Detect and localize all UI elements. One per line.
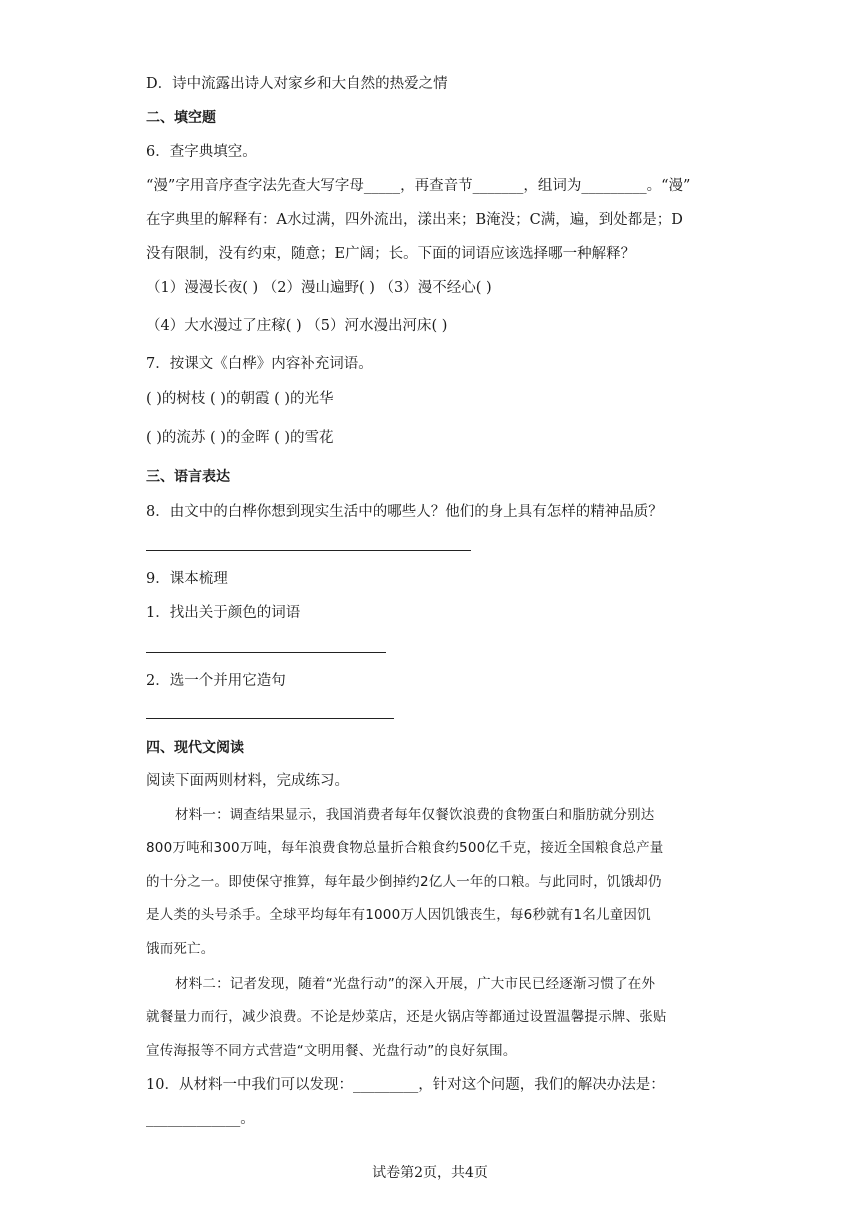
material1-line-5: 饿而死亡。 bbox=[146, 941, 215, 957]
reading-instruction: 阅读下面两则材料，完成练习。 bbox=[146, 773, 349, 789]
q9-sub-2: 2．选一个并用它造句 bbox=[146, 673, 286, 689]
material1-line-2: 800万吨和300万吨，每年浪费食物总量折合粮食约500亿千克，接近全国粮食总产量 bbox=[146, 840, 664, 856]
q8-answer-line bbox=[146, 550, 471, 551]
q9-sub-1-answer-line bbox=[146, 652, 386, 653]
q6-stem: 6．查字典填空。 bbox=[146, 144, 257, 160]
q8-stem: 8．由文中的白桦你想到现实生活中的哪些人？他们的身上具有怎样的精神品质？ bbox=[146, 504, 663, 520]
material1-line-1: 材料一：调查结果显示，我国消费者每年仅餐饮浪费的食物蛋白和脂肪就分别达 bbox=[175, 807, 655, 823]
q9-sub-1: 1．找出关于颜色的词语 bbox=[146, 605, 301, 621]
material2-line-2: 就餐量力而行，减少浪费。不论是炒菜店，还是火锅店等都通过设置温馨提示牌、张贴 bbox=[146, 1009, 667, 1025]
q7-row-2: ( )的流苏 ( )的金晖 ( )的雪花 bbox=[146, 430, 334, 446]
q6-items-2: （4）大水漫过了庄稼( ) （5）河水漫出河床( ) bbox=[146, 318, 448, 334]
material1-line-3: 的十分之一。即使保守推算，每年最少倒掉约2亿人一年的口粮。与此同时，饥饿却仍 bbox=[146, 874, 662, 890]
material1-line-4: 是人类的头号杀手。全球平均每年有1000万人因饥饿丧生，每6秒就有1名儿童因饥 bbox=[146, 907, 651, 923]
q9-sub-2-answer-line bbox=[146, 718, 394, 719]
q6-line-1: “漫”字用音序查字法先查大写字母_____，再查音节_______，组词为_________。“漫” bbox=[146, 178, 691, 194]
q10-line-1: 10．从材料一中我们可以发现：_________，针对这个问题，我们的解决办法是： bbox=[146, 1077, 665, 1093]
q6-items-1: （1）漫漫长夜( ) （2）漫山遍野( ) （3）漫不经心( ) bbox=[146, 280, 492, 296]
material2-line-3: 宣传海报等不同方式营造“文明用餐、光盘行动”的良好氛围。 bbox=[146, 1043, 517, 1059]
material2-line-1: 材料二：记者发现，随着“光盘行动”的深入开展，广大市民已经逐渐习惯了在外 bbox=[175, 976, 656, 992]
q6-line-2: 在字典里的解释有：A水过满，四外流出，漾出来；B淹没；C满，遍，到处都是；D bbox=[146, 212, 683, 228]
section-title-language-expression: 三、语言表达 bbox=[146, 469, 230, 485]
q10-line-2: _____________。 bbox=[146, 1111, 255, 1127]
q6-line-3: 没有限制，没有约束，随意；E广阔；长。下面的词语应该选择哪一种解释？ bbox=[146, 246, 636, 262]
section-title-reading: 四、现代文阅读 bbox=[146, 740, 244, 756]
section-title-fill-blank: 二、填空题 bbox=[146, 110, 216, 126]
page-footer: 试卷第2页，共4页 bbox=[372, 1165, 488, 1181]
q7-row-1: ( )的树枝 ( )的朝霞 ( )的光华 bbox=[146, 391, 334, 407]
q7-stem: 7．按课文《白桦》内容补充词语。 bbox=[146, 356, 373, 372]
q9-stem: 9．课本梳理 bbox=[146, 571, 228, 587]
q5-option-d: D．诗中流露出诗人对家乡和大自然的热爱之情 bbox=[146, 76, 448, 92]
